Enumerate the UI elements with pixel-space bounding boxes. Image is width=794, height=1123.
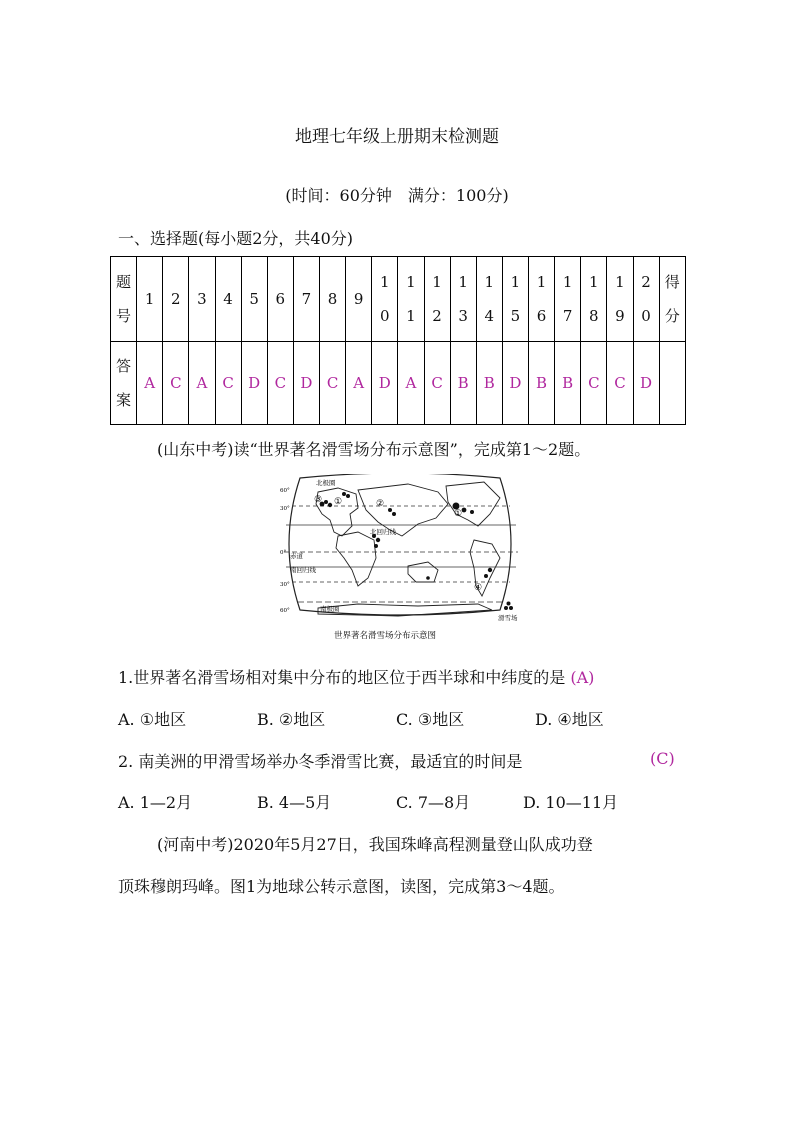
question-number-cell-char: 1	[380, 273, 390, 291]
label-tropic-south: 南回归线	[290, 566, 316, 574]
label-60s: 60°	[280, 608, 290, 614]
answer-header-cell	[111, 342, 137, 425]
question-number-cell-char: 1	[432, 273, 442, 291]
answer-cell: C	[320, 342, 346, 425]
question-2-options	[118, 790, 618, 813]
answer-cell: C	[607, 342, 633, 425]
question-number-cell	[241, 257, 267, 342]
label-equator: 赤道	[290, 552, 303, 560]
question-number-cell	[137, 257, 163, 342]
question-2-text: 2. 南美洲的甲滑雪场举办冬季滑雪比赛，最适宜的时间是	[118, 752, 523, 771]
answer-cell: D	[502, 342, 528, 425]
question-number-cell	[607, 257, 633, 342]
answer-cell: D	[633, 342, 659, 425]
question-number-cell	[476, 257, 502, 342]
question-number-cell-char: 3	[458, 307, 468, 325]
question-number-cell-char: 0	[641, 307, 651, 325]
answer-row	[111, 342, 686, 425]
question-number-cell-char: 1	[406, 273, 416, 291]
question-number-cell-char: 1	[144, 290, 155, 308]
question-number-cell-char: 1	[589, 273, 599, 291]
q2-option-a[interactable]: A. 1—2月	[118, 793, 193, 812]
question-header-cell	[111, 257, 137, 342]
question-number-cell-char: 8	[327, 290, 338, 308]
q1-option-c[interactable]: C. ③地区	[396, 710, 465, 729]
question-2	[118, 749, 522, 772]
question-number-cell	[450, 257, 476, 342]
label-30s: 30°	[280, 582, 290, 588]
section-heading: 一、选择题(每小题2分，共40分)	[118, 229, 354, 248]
question-number-cell	[293, 257, 319, 342]
question-1-answer: (A)	[570, 668, 595, 687]
question-number-cell-char: 1	[562, 273, 573, 291]
marker-1b: ①	[454, 509, 463, 519]
q1-option-d[interactable]: D. ④地区	[535, 710, 604, 729]
answer-cell: B	[529, 342, 555, 425]
question-number-cell	[633, 257, 659, 342]
answer-cell: A	[398, 342, 424, 425]
question-1-options	[118, 707, 604, 730]
question-number-cell	[320, 257, 346, 342]
question-number-cell	[189, 257, 215, 342]
answer-cell: A	[189, 342, 215, 425]
marker-4: ④	[474, 583, 483, 593]
question-number-cell-char: 1	[406, 307, 416, 325]
q2-option-c[interactable]: C. 7—8月	[396, 793, 471, 812]
question-number-cell-char: 0	[380, 307, 390, 325]
score-cell[interactable]	[659, 342, 685, 425]
question-number-cell-char: 4	[484, 307, 495, 325]
question-number-cell-char: 7	[301, 290, 312, 308]
question-number-cell	[529, 257, 555, 342]
label-tropic-north: 北回归线	[370, 528, 396, 536]
q1-option-a[interactable]: A. ①地区	[118, 710, 187, 729]
question-number-row	[111, 257, 686, 342]
answer-cell: D	[293, 342, 319, 425]
question-number-cell	[502, 257, 528, 342]
page-title: 地理七年级上册期末检测题	[295, 127, 499, 147]
question-number-cell	[215, 257, 241, 342]
q1-option-b[interactable]: B. ②地区	[257, 710, 326, 729]
question-number-cell-char: 1	[458, 273, 468, 291]
answer-table	[110, 256, 686, 425]
answer-cell: C	[267, 342, 293, 425]
question-number-cell-char: 2	[641, 273, 651, 291]
answer-cell: A	[137, 342, 163, 425]
answer-cell: B	[476, 342, 502, 425]
question-number-cell-char: 6	[536, 307, 547, 325]
intro-2-line-2: 顶珠穆朗玛峰。图1为地球公转示意图，读图，完成第3～4题。	[118, 877, 565, 896]
marker-3: ③	[314, 495, 323, 505]
question-header-cell-char: 号	[116, 307, 132, 325]
label-arctic-circle: 北极圈	[316, 479, 336, 487]
question-number-cell	[555, 257, 581, 342]
question-number-cell	[398, 257, 424, 342]
ski-resort-map	[278, 474, 522, 646]
question-number-cell	[267, 257, 293, 342]
question-number-cell-char: 5	[249, 290, 259, 308]
exam-info: (时间：60分钟 满分：100分)	[285, 186, 509, 205]
answer-header-cell-char: 答	[116, 357, 132, 375]
question-number-cell	[372, 257, 398, 342]
answer-cell: C	[215, 342, 241, 425]
question-number-cell-char: 1	[615, 273, 625, 291]
label-0: 0°	[280, 550, 287, 556]
question-header-cell-char: 题	[116, 273, 132, 291]
question-number-cell-char: 9	[615, 307, 625, 325]
question-number-cell-char: 2	[171, 290, 181, 308]
answer-header-cell-char: 案	[116, 391, 132, 409]
label-60n: 60°	[280, 488, 290, 494]
question-number-cell-char: 1	[510, 273, 521, 291]
question-number-cell-char: 1	[484, 273, 495, 291]
answer-cell: B	[450, 342, 476, 425]
question-number-cell-char: 7	[562, 307, 573, 325]
answer-cell: C	[424, 342, 450, 425]
label-legend: 滑雪场	[498, 614, 518, 622]
question-number-cell-char: 8	[589, 307, 599, 325]
q2-option-b[interactable]: B. 4—5月	[257, 793, 332, 812]
question-number-cell	[346, 257, 372, 342]
q2-option-d[interactable]: D. 10—11月	[523, 793, 619, 812]
marker-1: ①	[334, 497, 343, 507]
marker-2: ②	[376, 499, 385, 509]
score-header-cell-char: 分	[664, 307, 680, 325]
label-antarctic-circle: 南极圈	[320, 605, 340, 613]
question-number-cell-char: 2	[432, 307, 442, 325]
question-number-cell-char: 1	[536, 273, 547, 291]
label-30n: 30°	[280, 506, 290, 512]
intro-1: (山东中考)读“世界著名滑雪场分布示意图”，完成第1～2题。	[157, 440, 591, 459]
score-header-cell-char: 得	[664, 273, 680, 291]
answer-cell: B	[555, 342, 581, 425]
answer-cell: C	[581, 342, 607, 425]
question-number-cell-char: 3	[197, 290, 207, 308]
intro-2-line-1: (河南中考)2020年5月27日，我国珠峰高程测量登山队成功登	[157, 835, 593, 854]
question-number-cell-char: 6	[275, 290, 286, 308]
score-header-cell	[659, 257, 685, 342]
answer-cell: A	[346, 342, 372, 425]
question-1	[118, 665, 594, 688]
answer-cell: C	[163, 342, 189, 425]
question-number-cell	[163, 257, 189, 342]
question-1-text: 1.世界著名滑雪场相对集中分布的地区位于西半球和中纬度的是	[118, 668, 566, 687]
map-caption: 世界著名滑雪场分布示意图	[334, 631, 437, 641]
map-frame	[289, 474, 511, 615]
question-2-answer: (C)	[650, 749, 675, 768]
question-number-cell-char: 5	[510, 307, 521, 325]
question-number-cell-char: 9	[353, 290, 364, 308]
question-number-cell-char: 4	[223, 290, 233, 308]
question-number-cell	[581, 257, 607, 342]
answer-cell: D	[241, 342, 267, 425]
question-number-cell	[424, 257, 450, 342]
answer-cell: D	[372, 342, 398, 425]
